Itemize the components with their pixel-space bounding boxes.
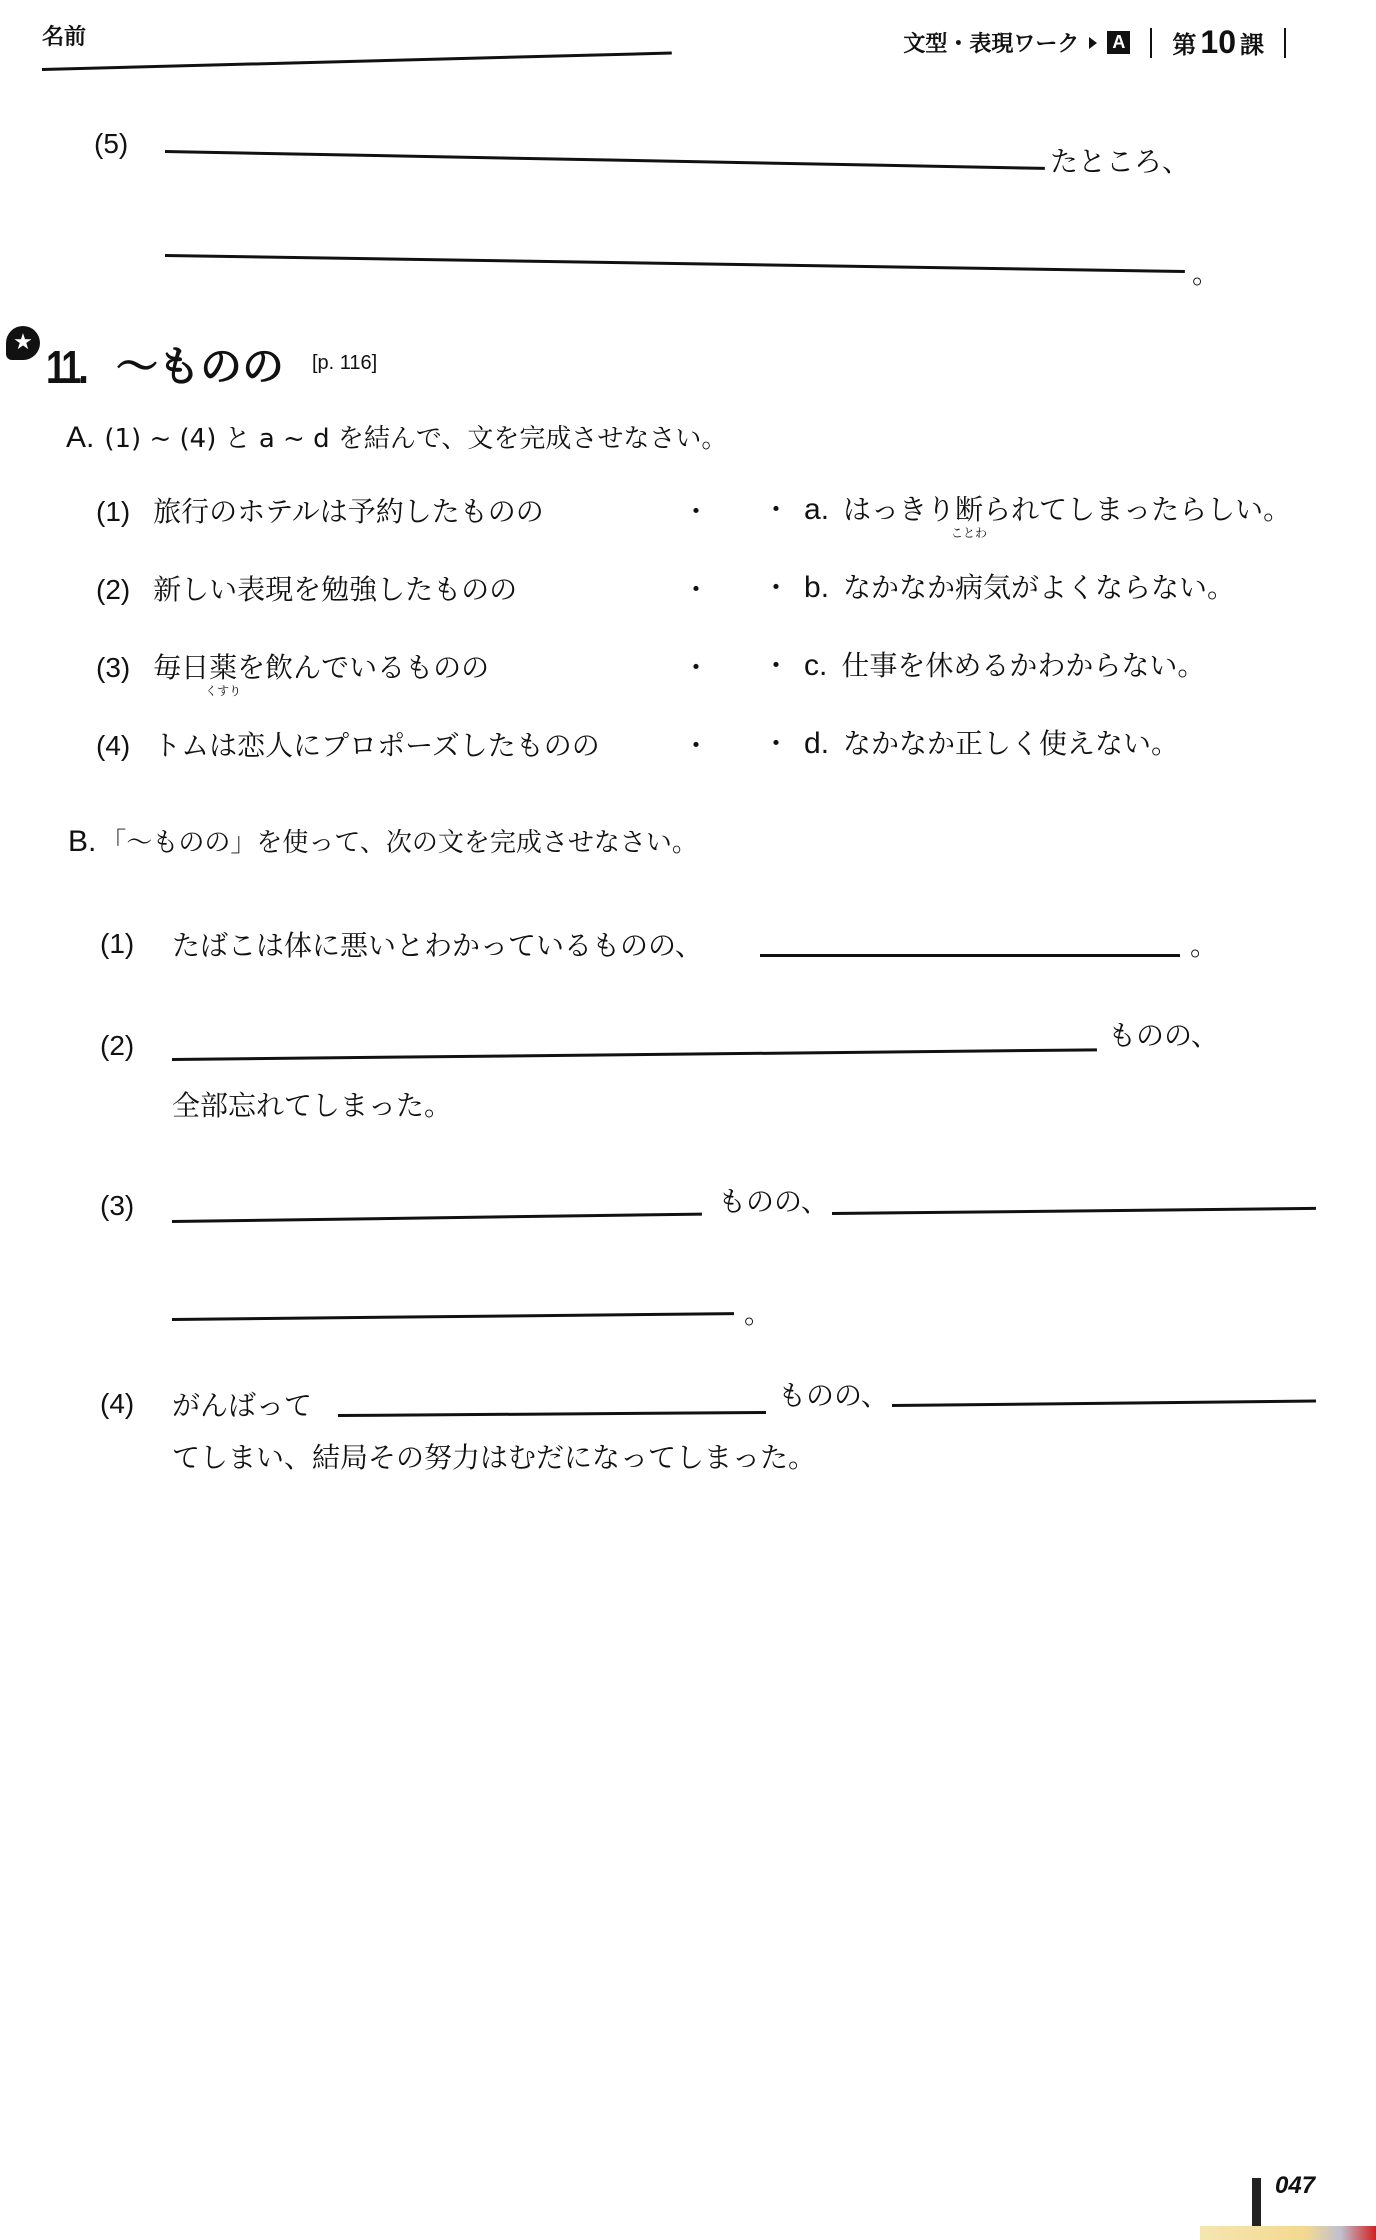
answer-blank[interactable]: [832, 1207, 1316, 1215]
connector-dot-right[interactable]: ・: [762, 727, 791, 760]
item-text: 旅行のホテルは予約したものの: [153, 495, 544, 528]
period: 。: [744, 1297, 773, 1330]
sentence-fragment: たばこは体に悪いとわかっているものの、: [172, 929, 703, 962]
answer-blank[interactable]: [165, 254, 1185, 273]
connector-dot-right[interactable]: ・: [762, 649, 791, 682]
connector-dot-right[interactable]: ・: [762, 571, 791, 604]
period: 。: [1192, 257, 1221, 290]
star-badge-icon: ★: [6, 326, 40, 360]
divider: [1284, 28, 1286, 58]
sentence-fragment: たところ、: [1050, 145, 1191, 178]
item-text: を飲んでいるものの: [237, 651, 490, 684]
connector-dot-left[interactable]: ・: [682, 573, 711, 606]
item-text: 新しい表現を勉強したものの: [153, 573, 518, 606]
page-number: 047: [1275, 2172, 1316, 2199]
match-right-item: [762, 566, 1235, 606]
option-text: なかなか正しく使えない。: [843, 727, 1180, 760]
match-left-item: [96, 490, 544, 530]
name-field[interactable]: [42, 52, 672, 71]
item-number: (4): [96, 730, 131, 761]
item-number: (5): [94, 128, 129, 159]
match-left-item: [96, 724, 600, 764]
answer-blank[interactable]: [892, 1400, 1316, 1407]
match-right-item: [762, 722, 1179, 762]
sentence-fragment: てしまい、結局その努力はむだになってしまった。: [172, 1441, 817, 1474]
item-number: (3): [96, 652, 131, 683]
ruby-base: 薬: [209, 651, 238, 684]
page-edge-strip: [1200, 2226, 1376, 2240]
instruction-text: (1) ~ (4) と a ~ d を結んで、文を完成させなさい。: [104, 424, 728, 454]
lesson-label: [1172, 24, 1264, 61]
sentence-fragment: がんばって: [172, 1389, 313, 1422]
ruby-base: 断: [955, 493, 984, 526]
lesson-number: 10: [1200, 24, 1236, 60]
connector-dot-left[interactable]: ・: [682, 651, 711, 684]
answer-blank[interactable]: [172, 1312, 734, 1321]
part-a-instruction: [66, 418, 727, 455]
option-label: c.: [804, 649, 828, 682]
item-number: (2): [100, 1030, 135, 1061]
item-number: (3): [100, 1190, 135, 1221]
page-header: [903, 24, 1296, 61]
part-label: B.: [68, 825, 97, 858]
part-label: A.: [66, 421, 95, 454]
triangle-right-icon: [1089, 37, 1097, 49]
sentence-fragment: 全部忘れてしまった。: [172, 1089, 453, 1122]
match-left-item: [96, 568, 517, 608]
furigana: くすり: [205, 684, 242, 698]
connector-dot-right[interactable]: ・: [762, 493, 791, 526]
name-label: 名前: [42, 25, 87, 50]
item-number: (4): [100, 1388, 135, 1419]
sentence-fragment: ものの、: [778, 1379, 889, 1412]
lesson-suffix: 課: [1240, 31, 1264, 59]
match-right-item: [762, 644, 1205, 684]
sentence-fragment: ものの、: [718, 1185, 829, 1218]
series-title: 文型・表現ワーク: [903, 32, 1080, 57]
answer-blank[interactable]: [760, 954, 1180, 957]
match-right-item: [762, 488, 1292, 540]
ruby-word: [205, 646, 242, 698]
option-text: はっきり: [843, 493, 956, 526]
divider: [1150, 28, 1152, 58]
lesson-prefix: 第: [1172, 31, 1197, 59]
connector-dot-left[interactable]: ・: [682, 729, 711, 762]
sentence-fragment: ものの、: [1108, 1019, 1219, 1052]
option-text: なかなか病気がよくならない。: [843, 571, 1236, 604]
option-label: d.: [804, 727, 830, 760]
answer-blank[interactable]: [172, 1213, 702, 1223]
option-text: 仕事を休めるかわからない。: [841, 649, 1206, 682]
section-number: 11.: [46, 341, 86, 393]
item-number: (1): [96, 496, 131, 527]
match-left-item: [96, 646, 490, 698]
section-title: ～ものの: [116, 342, 285, 391]
connector-dot-left[interactable]: ・: [682, 495, 711, 528]
option-label: a.: [804, 493, 830, 526]
item-text: 毎日: [153, 651, 210, 684]
item-text: トムは恋人にプロポーズしたものの: [153, 729, 600, 762]
option-label: b.: [804, 571, 830, 604]
answer-blank[interactable]: [338, 1411, 766, 1417]
item-number: (2): [96, 574, 131, 605]
part-b-instruction: [68, 822, 698, 859]
answer-blank[interactable]: [172, 1048, 1097, 1061]
option-text: られてしまったらしい。: [983, 493, 1292, 526]
period: 。: [1190, 929, 1219, 962]
item-number: (1): [100, 928, 135, 959]
page-reference: [p. 116]: [312, 352, 378, 374]
answer-blank[interactable]: [165, 150, 1045, 170]
instruction-text: 「～ものの」を使って、次の文を完成させなさい。: [100, 828, 698, 858]
furigana: ことわ: [951, 526, 988, 540]
page-marker-bar: [1252, 2178, 1261, 2233]
ruby-word: [951, 488, 988, 540]
level-badge: A: [1107, 31, 1130, 54]
